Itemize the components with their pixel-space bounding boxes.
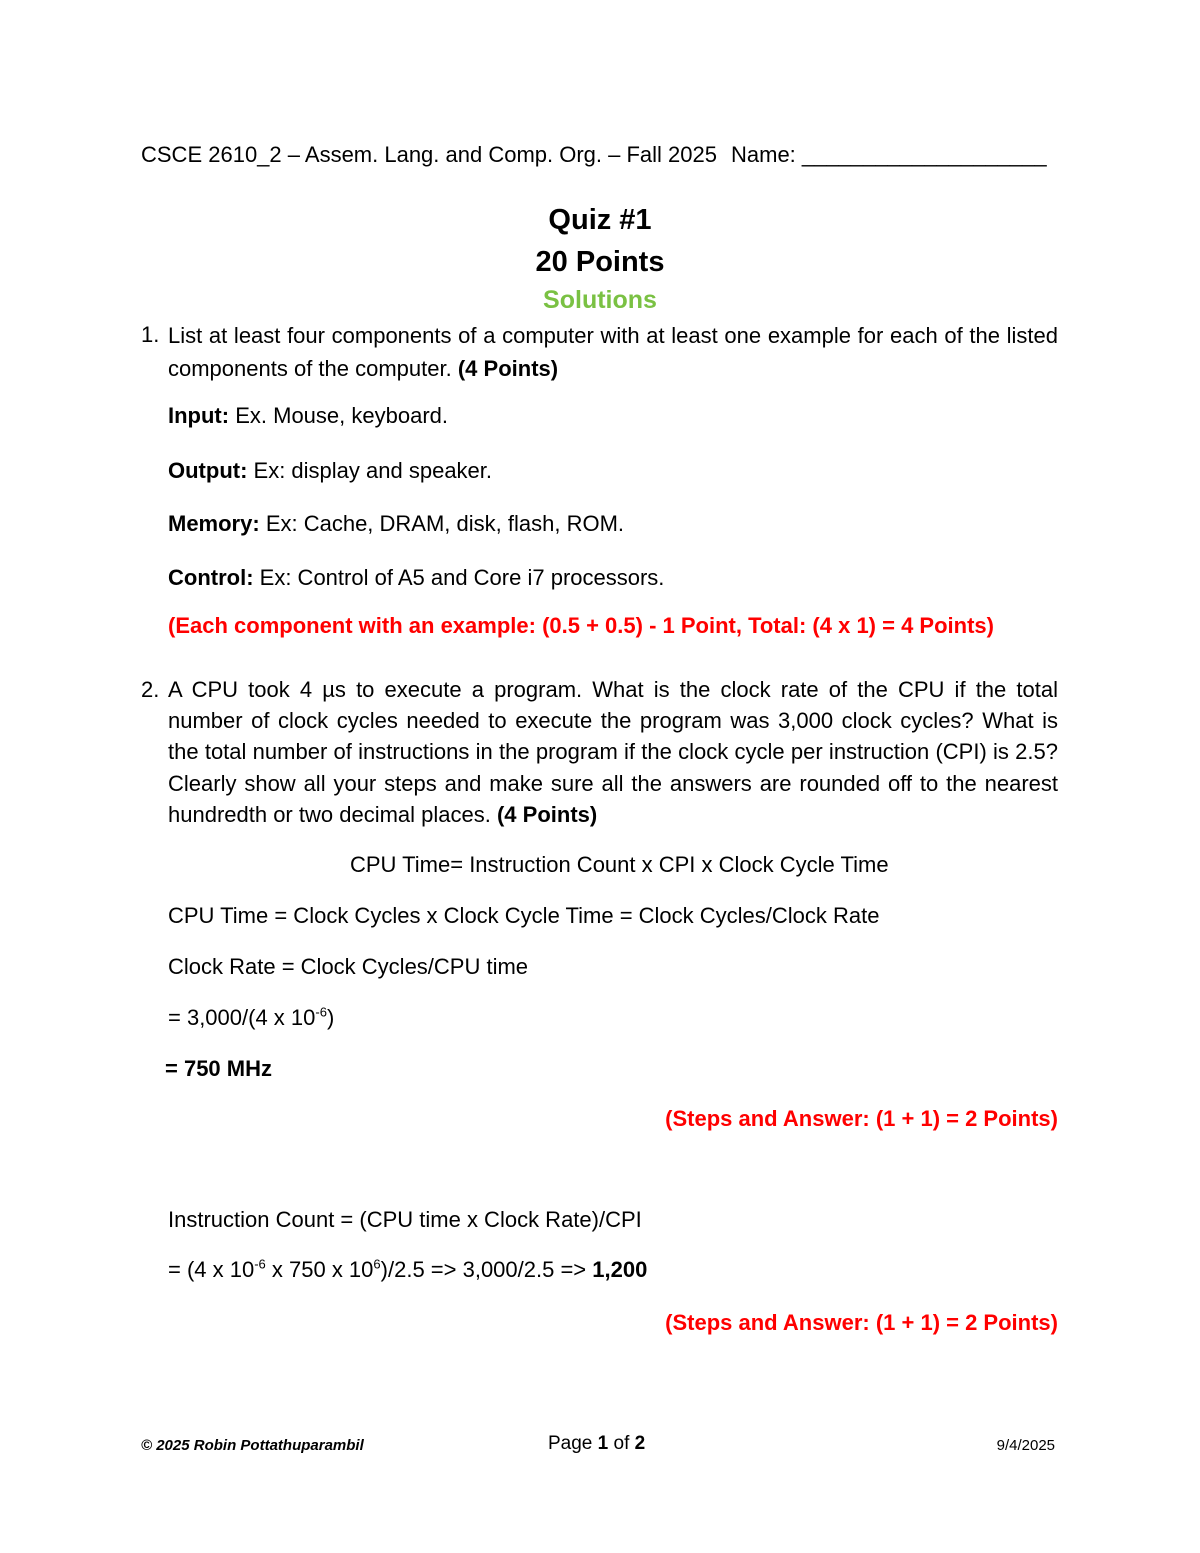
course-title: CSCE 2610_2 – Assem. Lang. and Comp. Org. – Fall 2025 xyxy=(141,142,717,167)
name-blank: ____________________ xyxy=(801,142,1047,167)
exponent: 6 xyxy=(373,1256,381,1272)
page-number: 1 xyxy=(597,1433,609,1454)
q1-grading: (Each component with an example: (0.5 + 0.5) - 1 Point, Total: (4 x 1) = 4 Points) xyxy=(168,613,994,638)
calc-text: = 3,000/(4 x 10 xyxy=(168,1005,316,1030)
answer-input xyxy=(168,402,448,430)
formula-clock-rate: Clock Rate = Clock Cycles/CPU time xyxy=(168,954,529,979)
exponent: -6 xyxy=(254,1256,266,1272)
q1-question xyxy=(168,319,1058,385)
q2-text: A CPU took 4 µs to execute a program. What is the clock rate of the CPU if the total number of clock cycles needed to execute the program was 3,000 clock cycles? What is the total number of instructions in the program if the clock cycle per instruction (CPI) is 2.5? Clearly show all your steps and make sure all the answers are rounded off to the nearest hundredth or two decimal places. xyxy=(168,677,1058,827)
name-label: Name: xyxy=(731,142,796,167)
footer-date: 9/4/2025 xyxy=(996,1437,1055,1454)
answer-output xyxy=(168,457,492,485)
answer-text: Ex: Cache, DRAM, disk, flash, ROM. xyxy=(265,511,625,536)
quiz-points: 20 Points xyxy=(535,246,665,278)
answer-label: Memory: xyxy=(168,511,260,536)
course-header xyxy=(141,141,717,169)
answer-instruction-count: 1,200 xyxy=(592,1257,648,1282)
q1-text: List at least four components of a computer with at least one example for each of the listed components of the computer. xyxy=(168,323,1058,381)
formula-instruction-count: Instruction Count = (CPU time x Clock Rate)/CPI xyxy=(168,1207,642,1232)
page-of: of xyxy=(613,1433,630,1454)
quiz-title: Quiz #1 xyxy=(548,204,652,236)
name-field xyxy=(731,141,1047,169)
page-word: Page xyxy=(548,1433,593,1454)
page-total: 2 xyxy=(634,1433,646,1454)
q2b-grading: (Steps and Answer: (1 + 1) = 2 Points) xyxy=(665,1310,1058,1335)
calc-clock-rate xyxy=(168,1004,334,1032)
answer-text: Ex: Control of A5 and Core i7 processors. xyxy=(259,565,665,590)
answer-clock-rate: = 750 MHz xyxy=(165,1056,272,1081)
q1-number: 1. xyxy=(141,322,160,347)
exponent: -6 xyxy=(315,1004,327,1020)
q2-question xyxy=(168,674,1058,830)
q1-points: (4 Points) xyxy=(457,356,559,381)
formula-cpu-time: CPU Time= Instruction Count x CPI x Clock Cycle Time xyxy=(350,852,889,877)
q2a-grading: (Steps and Answer: (1 + 1) = 2 Points) xyxy=(665,1106,1058,1131)
calc-instruction-count xyxy=(168,1256,647,1284)
q2-points: (4 Points) xyxy=(496,801,598,827)
footer-copyright: © 2025 Robin Pottathuparambil xyxy=(141,1437,364,1454)
answer-memory xyxy=(168,510,624,538)
answer-label: Input: xyxy=(168,403,230,428)
calc-text: )/2.5 => 3,000/2.5 => xyxy=(380,1257,593,1282)
answer-control xyxy=(168,564,664,592)
answer-label: Output: xyxy=(168,458,248,483)
answer-text: Ex. Mouse, keyboard. xyxy=(235,403,448,428)
footer-page xyxy=(548,1433,645,1455)
formula-cpu-time-2: CPU Time = Clock Cycles x Clock Cycle Time = Clock Cycles/Clock Rate xyxy=(168,903,880,928)
calc-text: x 750 x 10 xyxy=(265,1257,374,1282)
answer-label: Control: xyxy=(168,565,254,590)
answer-text: Ex: display and speaker. xyxy=(253,458,493,483)
calc-text: ) xyxy=(326,1005,335,1030)
solutions-label: Solutions xyxy=(543,286,657,314)
calc-text: = (4 x 10 xyxy=(168,1257,255,1282)
q2-number: 2. xyxy=(141,677,160,702)
